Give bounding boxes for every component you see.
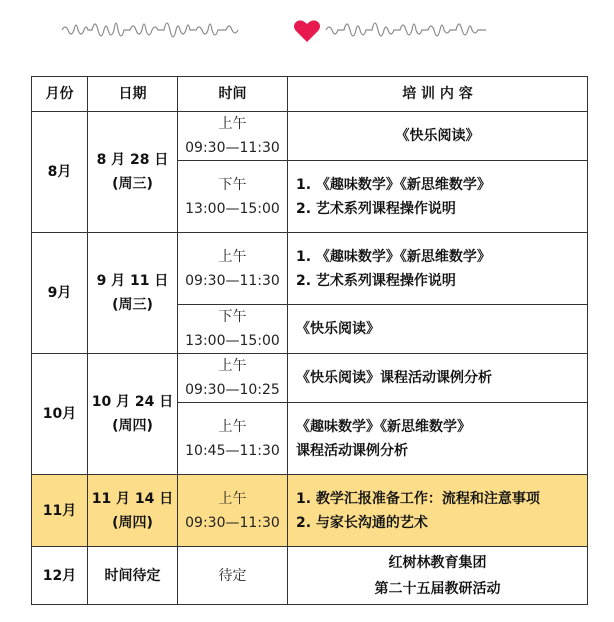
content-cell bbox=[288, 112, 588, 161]
content-line: 1. 《趣味数学》《新思维数学》 bbox=[296, 248, 491, 265]
date-cell bbox=[88, 233, 178, 354]
month-cell: 8月 bbox=[32, 112, 88, 233]
time-range: 09:30—11:30 bbox=[185, 140, 280, 156]
table-row bbox=[32, 112, 588, 161]
table-row bbox=[32, 233, 588, 305]
month-cell: 12月 bbox=[32, 547, 88, 605]
content-line: 《快乐阅读》 bbox=[395, 128, 480, 144]
date-cell: 时间待定 bbox=[88, 547, 178, 605]
period-label: 下午 bbox=[218, 309, 247, 325]
content-cell bbox=[288, 233, 588, 305]
month-cell: 10月 bbox=[32, 354, 88, 475]
content-cell bbox=[288, 161, 588, 233]
time-range: 09:30—11:30 bbox=[185, 272, 280, 289]
weekday-line: (周三) bbox=[112, 176, 153, 192]
period-label: 上午 bbox=[218, 116, 247, 132]
weekday-line: (周四) bbox=[112, 514, 153, 531]
time-range: 09:30—11:30 bbox=[185, 514, 280, 531]
weekday-line: (周四) bbox=[112, 418, 153, 434]
time-cell bbox=[178, 305, 288, 354]
content-cell bbox=[288, 547, 588, 605]
period-label: 下午 bbox=[218, 176, 247, 193]
time-cell bbox=[178, 112, 288, 161]
heartbeat-divider-icon bbox=[0, 0, 614, 60]
content-cell bbox=[288, 354, 588, 403]
date-line: 11 月 14 日 bbox=[91, 490, 174, 507]
month-cell: 11月 bbox=[32, 475, 88, 547]
time-cell bbox=[178, 354, 288, 403]
month-cell: 9月 bbox=[32, 233, 88, 354]
date-cell bbox=[88, 354, 178, 475]
content-line: 红树林教育集团 bbox=[388, 554, 487, 571]
content-line: 2. 与家长沟通的艺术 bbox=[296, 514, 428, 531]
period-label: 上午 bbox=[218, 358, 247, 374]
time-cell bbox=[178, 161, 288, 233]
table-row-highlighted bbox=[32, 475, 588, 547]
content-cell bbox=[288, 403, 588, 475]
table-row bbox=[32, 354, 588, 403]
time-cell bbox=[178, 403, 288, 475]
content-cell bbox=[288, 475, 588, 547]
period-label: 上午 bbox=[218, 418, 247, 435]
content-line: 《快乐阅读》课程活动课例分析 bbox=[296, 370, 492, 386]
time-cell: 待定 bbox=[178, 547, 288, 605]
content-line: 2. 艺术系列课程操作说明 bbox=[296, 272, 456, 289]
table-row bbox=[32, 547, 588, 605]
period-label: 上午 bbox=[218, 490, 247, 507]
header-content: 培 训 内 容 bbox=[288, 77, 588, 112]
content-line: 《趣味数学》《新思维数学》 bbox=[296, 418, 471, 435]
content-line: 1. 《趣味数学》《新思维数学》 bbox=[296, 176, 491, 193]
weekday-line: (周三) bbox=[112, 297, 153, 313]
content-line: 课程活动课例分析 bbox=[296, 442, 408, 459]
heartbeat-wave-right bbox=[326, 23, 486, 36]
content-line: 1. 教学汇报准备工作：流程和注意事项 bbox=[296, 490, 540, 507]
date-cell bbox=[88, 475, 178, 547]
header-date: 日期 bbox=[88, 77, 178, 112]
time-range: 09:30—10:25 bbox=[185, 382, 280, 398]
content-line: 第二十五届教研活动 bbox=[374, 580, 501, 597]
time-range: 10:45—11:30 bbox=[185, 442, 280, 459]
table-header-row bbox=[32, 77, 588, 112]
heart-icon bbox=[294, 20, 320, 42]
period-label: 上午 bbox=[218, 248, 247, 265]
time-cell bbox=[178, 475, 288, 547]
date-cell bbox=[88, 112, 178, 233]
heartbeat-wave-left bbox=[62, 23, 238, 37]
content-line: 《快乐阅读》 bbox=[296, 321, 380, 337]
content-cell bbox=[288, 305, 588, 354]
content-line: 2. 艺术系列课程操作说明 bbox=[296, 200, 456, 217]
time-cell bbox=[178, 233, 288, 305]
date-line: 10 月 24 日 bbox=[91, 394, 174, 410]
training-schedule-table bbox=[31, 76, 588, 605]
header-month: 月份 bbox=[32, 77, 88, 112]
header-time: 时间 bbox=[178, 77, 288, 112]
date-line: 9 月 11 日 bbox=[96, 273, 169, 289]
time-range: 13:00—15:00 bbox=[185, 333, 280, 349]
date-line: 8 月 28 日 bbox=[96, 152, 169, 168]
time-range: 13:00—15:00 bbox=[185, 200, 280, 217]
